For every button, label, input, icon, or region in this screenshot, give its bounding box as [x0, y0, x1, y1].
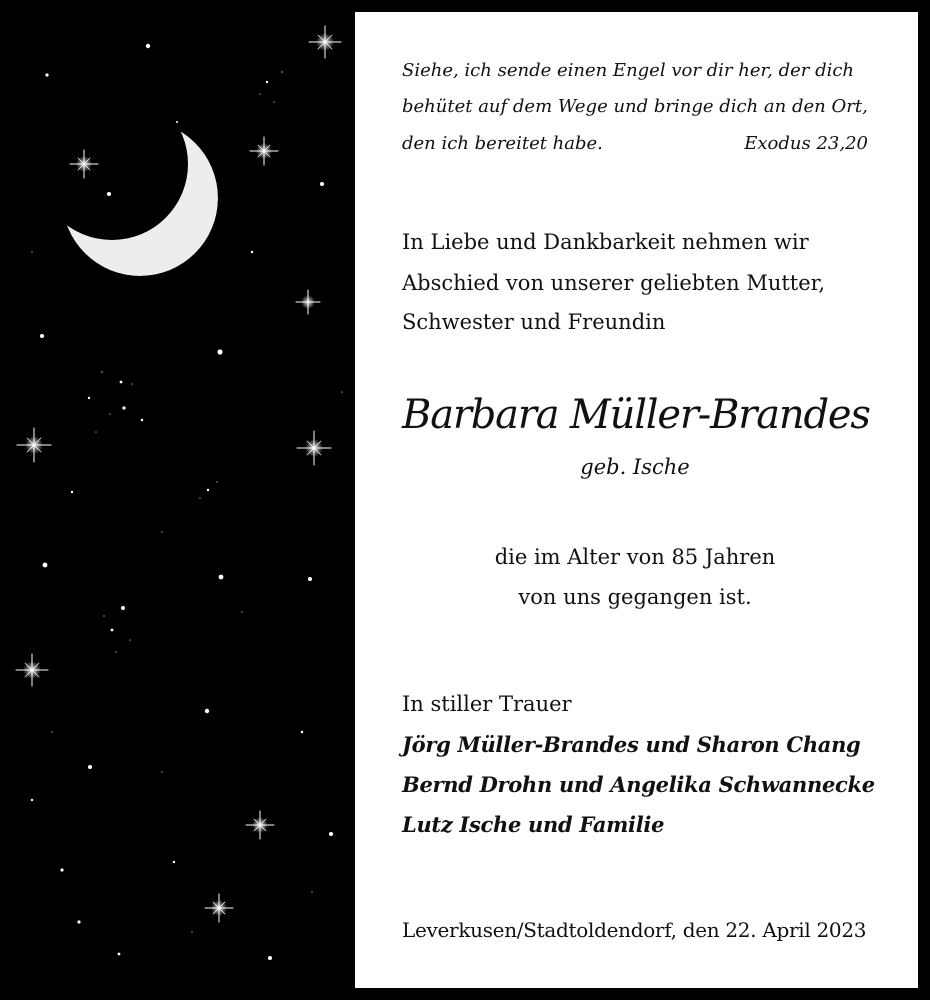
mourner-name: Jörg Müller-Brandes und Sharon Chang	[402, 732, 861, 757]
mourner-name: Lutz Ische und Familie	[402, 812, 665, 837]
night-sky-image	[12, 12, 355, 988]
place-date: Leverkusen/Stadtoldendorf, den 22. April 2023	[402, 918, 867, 942]
intro-line: Schwester und Freundin	[402, 310, 666, 334]
mourner-name: Bernd Drohn und Angelika Schwannecke	[402, 772, 875, 797]
obituary-text	[402, 12, 875, 988]
age-line: die im Alter von 85 Jahren	[494, 545, 776, 569]
bible-quote-line: behütet auf dem Wege und bringe dich an den Ort,	[402, 96, 868, 117]
intro-line: Abschied von unserer geliebten Mutter,	[402, 271, 826, 295]
intro-line: In Liebe und Dankbarkeit nehmen wir	[402, 230, 809, 254]
age-line: von uns gegangen ist.	[518, 585, 752, 609]
night-sky-illustration	[12, 12, 355, 988]
bible-quote-line: den ich bereitet habe.	[402, 133, 603, 154]
crescent-moon-icon	[62, 120, 218, 276]
bible-quote-source: Exodus 23,20	[744, 133, 868, 154]
mourners-heading: In stiller Trauer	[402, 692, 572, 716]
maiden-name: geb. Ische	[580, 455, 690, 479]
deceased-name: Barbara Müller-Brandes	[402, 392, 870, 438]
bible-quote-line: Siehe, ich sende einen Engel vor dir her, der dich	[402, 60, 855, 81]
